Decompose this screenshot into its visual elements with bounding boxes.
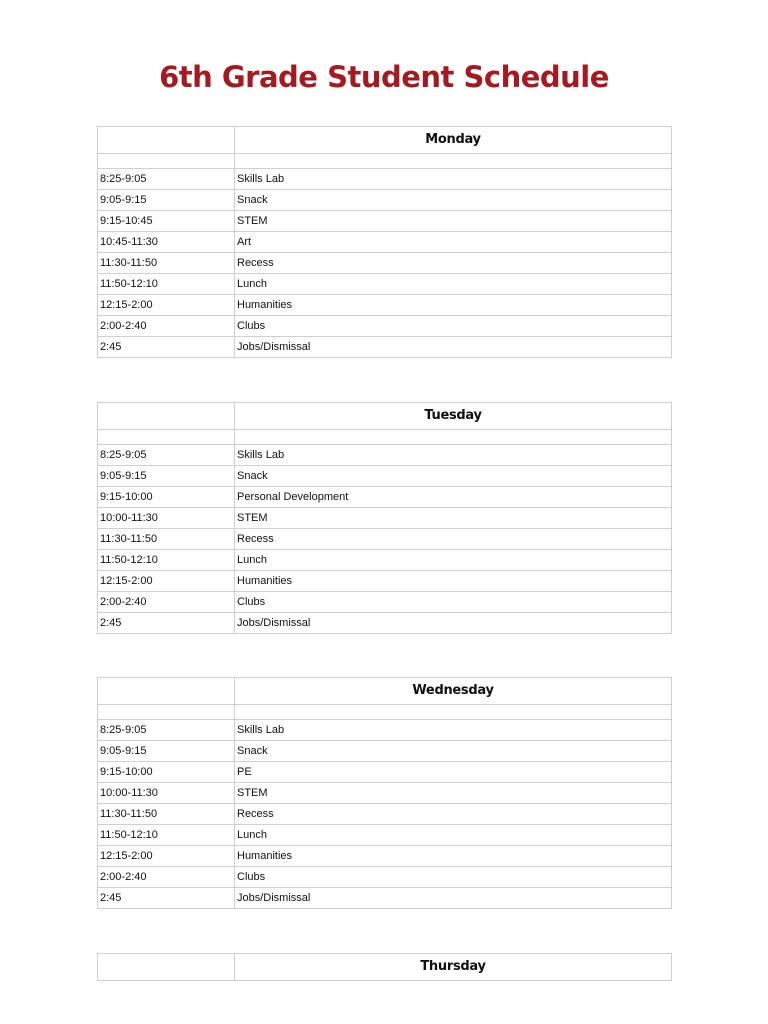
activity-cell: Personal Development bbox=[235, 487, 672, 508]
time-cell: 8:25-9:05 bbox=[98, 720, 235, 741]
time-cell: 2:00-2:40 bbox=[98, 316, 235, 337]
schedule-table-monday bbox=[97, 126, 672, 358]
table-row bbox=[98, 592, 672, 613]
time-cell: 8:25-9:05 bbox=[98, 445, 235, 466]
table-header-row bbox=[98, 954, 672, 981]
time-cell: 12:15-2:00 bbox=[98, 571, 235, 592]
table-row bbox=[98, 529, 672, 550]
time-cell: 2:00-2:40 bbox=[98, 592, 235, 613]
activity-cell: Snack bbox=[235, 741, 672, 762]
activity-cell: Snack bbox=[235, 466, 672, 487]
table-row bbox=[98, 274, 672, 295]
time-cell: 12:15-2:00 bbox=[98, 846, 235, 867]
time-cell: 2:00-2:40 bbox=[98, 867, 235, 888]
activity-cell: STEM bbox=[235, 783, 672, 804]
time-cell: 9:05-9:15 bbox=[98, 190, 235, 211]
table-row bbox=[98, 888, 672, 909]
time-cell: 8:25-9:05 bbox=[98, 169, 235, 190]
table-row bbox=[98, 846, 672, 867]
table-row bbox=[98, 337, 672, 358]
table-row bbox=[98, 232, 672, 253]
activity-cell: Clubs bbox=[235, 592, 672, 613]
table-row bbox=[98, 169, 672, 190]
table-row bbox=[98, 720, 672, 741]
activity-cell: Clubs bbox=[235, 867, 672, 888]
table-row bbox=[98, 253, 672, 274]
spacer-row bbox=[98, 705, 672, 720]
table-row bbox=[98, 762, 672, 783]
activity-cell: Lunch bbox=[235, 550, 672, 571]
time-cell: 11:50-12:10 bbox=[98, 825, 235, 846]
table-row bbox=[98, 211, 672, 232]
time-cell: 11:30-11:50 bbox=[98, 804, 235, 825]
header-empty-cell bbox=[98, 403, 235, 430]
activity-cell: Humanities bbox=[235, 295, 672, 316]
table-row bbox=[98, 487, 672, 508]
table-row bbox=[98, 571, 672, 592]
time-cell: 10:00-11:30 bbox=[98, 508, 235, 529]
time-cell: 11:50-12:10 bbox=[98, 274, 235, 295]
schedule-table-tuesday bbox=[97, 402, 672, 634]
day-heading: Thursday bbox=[235, 954, 672, 981]
table-row bbox=[98, 550, 672, 571]
table-header-row bbox=[98, 127, 672, 154]
table-row bbox=[98, 741, 672, 762]
table-row bbox=[98, 295, 672, 316]
table-row bbox=[98, 316, 672, 337]
time-cell: 9:15-10:45 bbox=[98, 211, 235, 232]
table-row bbox=[98, 867, 672, 888]
schedule-table-wednesday bbox=[97, 677, 672, 909]
time-cell: 11:50-12:10 bbox=[98, 550, 235, 571]
header-empty-cell bbox=[98, 954, 235, 981]
day-heading: Monday bbox=[235, 127, 672, 154]
time-cell: 9:15-10:00 bbox=[98, 762, 235, 783]
schedule-table-thursday bbox=[97, 953, 672, 981]
time-cell: 10:00-11:30 bbox=[98, 783, 235, 804]
time-cell: 2:45 bbox=[98, 613, 235, 634]
time-cell: 9:05-9:15 bbox=[98, 466, 235, 487]
table-row bbox=[98, 804, 672, 825]
time-cell: 2:45 bbox=[98, 337, 235, 358]
table-row bbox=[98, 825, 672, 846]
activity-cell: STEM bbox=[235, 211, 672, 232]
activity-cell: Humanities bbox=[235, 571, 672, 592]
activity-cell: Art bbox=[235, 232, 672, 253]
activity-cell: Lunch bbox=[235, 825, 672, 846]
activity-cell: Jobs/Dismissal bbox=[235, 613, 672, 634]
header-empty-cell bbox=[98, 127, 235, 154]
activity-cell: Recess bbox=[235, 253, 672, 274]
table-row bbox=[98, 445, 672, 466]
table-row bbox=[98, 783, 672, 804]
time-cell: 2:45 bbox=[98, 888, 235, 909]
activity-cell: Recess bbox=[235, 804, 672, 825]
activity-cell: PE bbox=[235, 762, 672, 783]
table-row bbox=[98, 190, 672, 211]
spacer-row bbox=[98, 154, 672, 169]
header-empty-cell bbox=[98, 678, 235, 705]
time-cell: 11:30-11:50 bbox=[98, 529, 235, 550]
activity-cell: STEM bbox=[235, 508, 672, 529]
day-heading: Wednesday bbox=[235, 678, 672, 705]
time-cell: 12:15-2:00 bbox=[98, 295, 235, 316]
time-cell: 9:15-10:00 bbox=[98, 487, 235, 508]
activity-cell: Humanities bbox=[235, 846, 672, 867]
activity-cell: Clubs bbox=[235, 316, 672, 337]
spacer-row bbox=[98, 430, 672, 445]
activity-cell: Jobs/Dismissal bbox=[235, 888, 672, 909]
table-header-row bbox=[98, 403, 672, 430]
activity-cell: Jobs/Dismissal bbox=[235, 337, 672, 358]
time-cell: 11:30-11:50 bbox=[98, 253, 235, 274]
activity-cell: Skills Lab bbox=[235, 169, 672, 190]
activity-cell: Recess bbox=[235, 529, 672, 550]
time-cell: 10:45-11:30 bbox=[98, 232, 235, 253]
activity-cell: Skills Lab bbox=[235, 445, 672, 466]
table-row bbox=[98, 508, 672, 529]
table-row bbox=[98, 466, 672, 487]
day-heading: Tuesday bbox=[235, 403, 672, 430]
table-header-row bbox=[98, 678, 672, 705]
activity-cell: Skills Lab bbox=[235, 720, 672, 741]
activity-cell: Lunch bbox=[235, 274, 672, 295]
activity-cell: Snack bbox=[235, 190, 672, 211]
table-row bbox=[98, 613, 672, 634]
time-cell: 9:05-9:15 bbox=[98, 741, 235, 762]
page-title: 6th Grade Student Schedule bbox=[159, 60, 609, 94]
